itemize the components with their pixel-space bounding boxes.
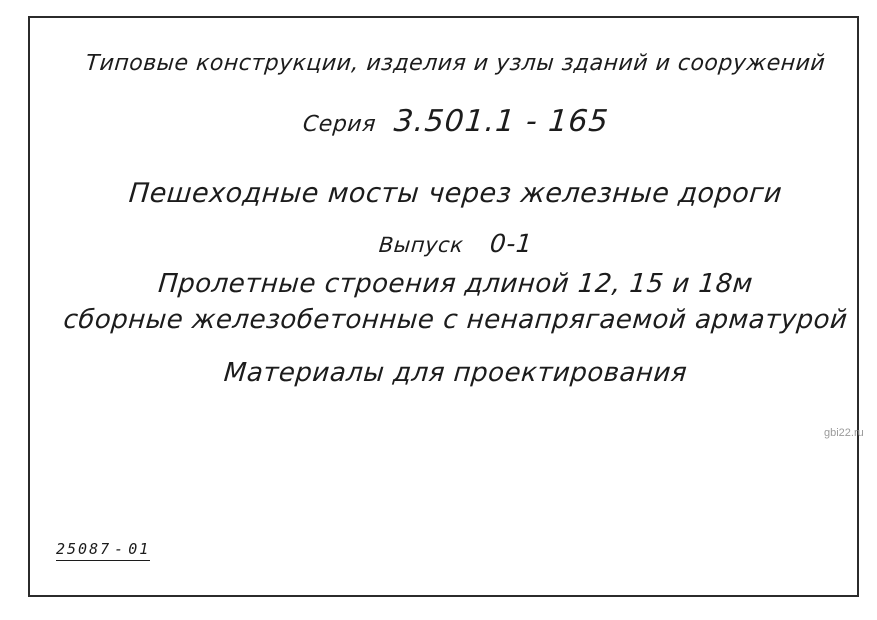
document-title: Пешеходные мосты через железные дороги xyxy=(127,178,784,209)
issue-line xyxy=(42,231,869,257)
document-code-separator: - xyxy=(111,540,128,561)
document-code-suffix: 01 xyxy=(128,540,150,561)
series-number: 3.501.1 - 165 xyxy=(392,104,610,139)
document-code-number: 25087 xyxy=(56,540,111,561)
subtitle-line-2: сборные железобетонные с ненапрягаемой арматурой xyxy=(62,305,849,335)
document-category: Типовые конструкции, изделия и узлы зданий и сооружений xyxy=(84,51,827,76)
series-label: Серия xyxy=(301,112,377,137)
materials-line: Материалы для проектирования xyxy=(222,358,689,388)
issue-number: 0-1 xyxy=(488,229,534,258)
document-code xyxy=(56,540,150,558)
issue-label: Выпуск xyxy=(378,233,465,257)
series-line xyxy=(42,106,869,138)
subtitle-line-1: Пролетные строения длиной 12, 15 и 18м xyxy=(156,269,755,299)
watermark: gbi22.ru xyxy=(824,427,864,439)
